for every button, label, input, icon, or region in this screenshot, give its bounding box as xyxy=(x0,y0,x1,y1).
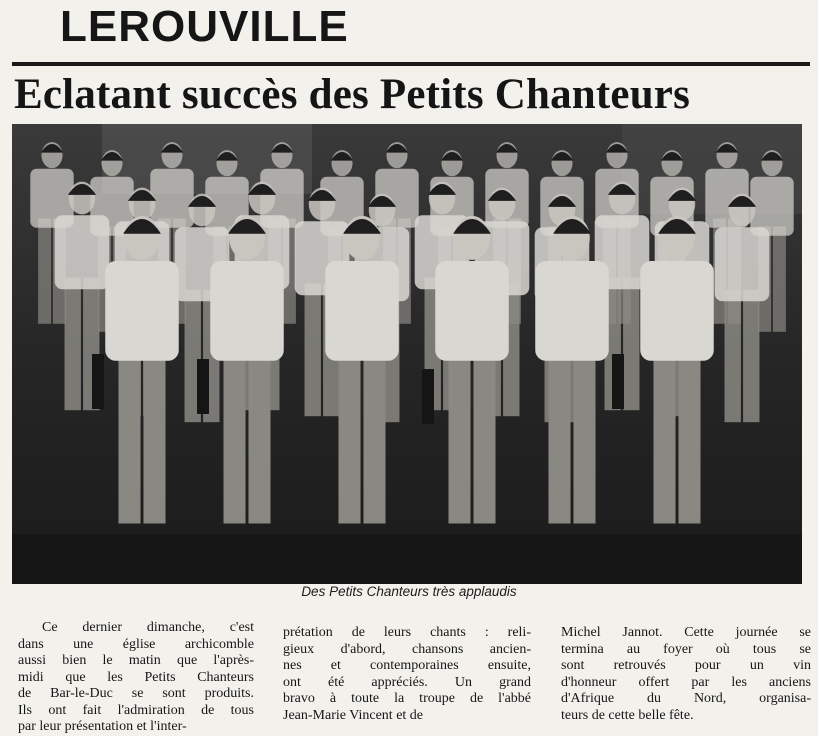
article-column-1 xyxy=(18,620,254,736)
music-folder xyxy=(422,369,434,424)
article-line: nes et contemporaines ensuite, xyxy=(283,658,531,673)
music-folder xyxy=(197,359,209,414)
article-line: termina au foyer où tous se xyxy=(561,641,811,657)
article-line: d'Afrique du Nord, organisa- xyxy=(561,691,811,706)
article-line: d'honneur offert par les anciens xyxy=(561,674,811,690)
article-line: bravo à toute la troupe de l'abbé xyxy=(283,691,531,706)
music-folder xyxy=(92,354,104,409)
article-line: Michel Jannot. Cette journée se xyxy=(561,625,811,640)
section-kicker: LEROUVILLE xyxy=(60,2,349,51)
article-line: aussi bien le matin que l'après- xyxy=(18,653,254,668)
article-line: Ils ont fait l'admiration de tous xyxy=(18,702,254,718)
headline: Eclatant succès des Petits Chanteurs xyxy=(14,71,691,118)
header-rule xyxy=(12,62,810,66)
article-column-3 xyxy=(561,625,811,724)
article-column-2 xyxy=(283,625,531,724)
article-line: de Bar-le-Duc se sont produits. xyxy=(18,686,254,701)
article-line: Ce dernier dimanche, c'est xyxy=(42,620,254,635)
article-line: par leur présentation et l'inter- xyxy=(18,719,187,734)
choir-photo xyxy=(12,124,802,584)
article-line: sont retrouvés pour un vin xyxy=(561,658,811,673)
music-folder xyxy=(612,354,624,409)
article-line: gieux d'abord, chansons ancien- xyxy=(283,641,531,657)
article-line: teurs de cette belle fête. xyxy=(561,707,694,723)
article-line: prétation de leurs chants : reli- xyxy=(283,625,531,640)
choir-photo-illustration xyxy=(12,124,802,584)
article-line: Jean-Marie Vincent et de xyxy=(283,707,424,723)
article-line: midi que les Petits Chanteurs xyxy=(18,669,254,685)
photo-caption: Des Petits Chanteurs très applaudis xyxy=(301,584,517,599)
article-line: ont été appréciés. Un grand xyxy=(283,674,531,690)
article-line: dans une église archicomble xyxy=(18,636,254,652)
